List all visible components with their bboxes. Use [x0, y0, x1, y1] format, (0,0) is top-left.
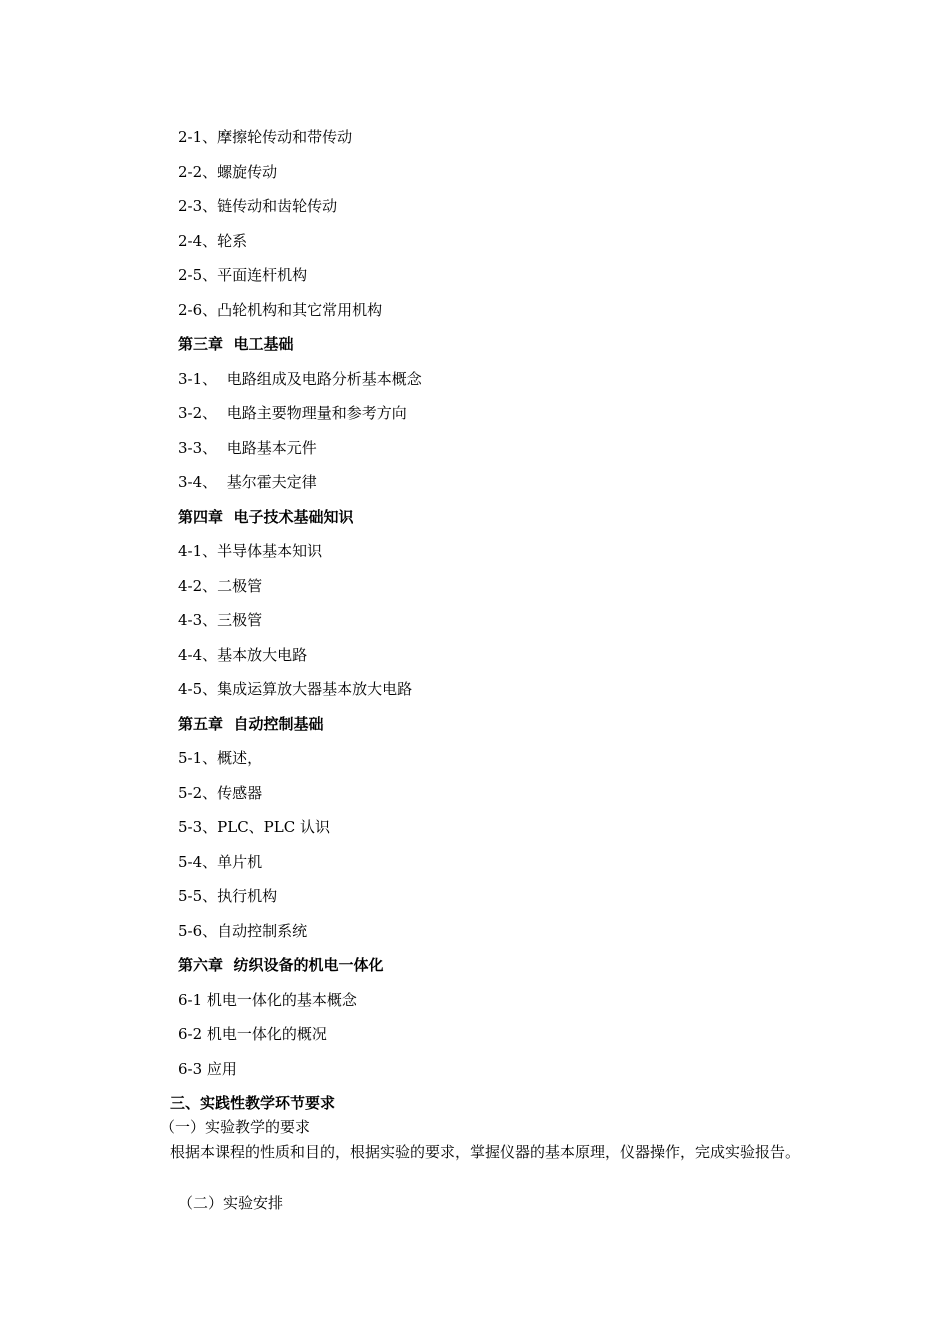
- toc-item: 2-6、凸轮机构和其它常用机构: [178, 300, 383, 319]
- toc-item: 3-3、 电路基本元件: [178, 438, 317, 457]
- toc-item: 5-5、执行机构: [178, 887, 278, 905]
- toc-item: 4-1、半导体基本知识: [178, 542, 323, 560]
- toc-item: 3-4、 基尔霍夫定律: [178, 473, 317, 491]
- toc-item: 6-3 应用: [178, 1059, 237, 1078]
- paragraph-experiment-requirements: 根据本课程的性质和目的，根据实验的要求，掌握仪器的基本原理，仪器操作，完成实验报告。: [170, 1143, 801, 1161]
- toc-item: 5-6、自动控制系统: [178, 921, 308, 940]
- chapter-heading: 第四章 电子技术基础知识: [178, 507, 354, 526]
- toc-item: 2-3、链传动和齿轮传动: [178, 197, 338, 215]
- toc-item: 3-1、 电路组成及电路分析基本概念: [178, 369, 422, 388]
- toc-item: 2-1、摩擦轮传动和带传动: [178, 128, 353, 146]
- section-heading-practice: 三、实践性教学环节要求: [170, 1094, 336, 1112]
- toc-item: 3-2、 电路主要物理量和参考方向: [178, 404, 407, 422]
- toc-item: 2-4、轮系: [178, 231, 248, 250]
- chapter-heading: 第六章 纺织设备的机电一体化: [178, 956, 384, 974]
- chapter-heading: 第三章 电工基础: [178, 335, 294, 353]
- toc-item: 6-1 机电一体化的基本概念: [178, 990, 357, 1009]
- table-of-contents: [178, 120, 878, 1086]
- toc-item: 5-2、传感器: [178, 783, 263, 802]
- toc-item: 5-3、PLC、PLC 认识: [178, 818, 330, 836]
- toc-item: 6-2 机电一体化的概况: [178, 1025, 327, 1043]
- subheading-experiment-requirements: （一）实验教学的要求: [160, 1118, 311, 1136]
- toc-item: 4-4、基本放大电路: [178, 645, 308, 664]
- toc-item: 2-2、螺旋传动: [178, 162, 278, 181]
- toc-item: 4-5、集成运算放大器基本放大电路: [178, 680, 413, 698]
- toc-item: 5-4、单片机: [178, 852, 263, 871]
- subheading-experiment-arrangement: （二）实验安排: [178, 1194, 284, 1212]
- chapter-heading: 第五章 自动控制基础: [178, 714, 324, 733]
- toc-item: 5-1、概述，: [178, 749, 263, 767]
- toc-item: 4-3、三极管: [178, 611, 263, 629]
- toc-item: 2-5、平面连杆机构: [178, 266, 308, 284]
- toc-item: 4-2、二极管: [178, 576, 263, 595]
